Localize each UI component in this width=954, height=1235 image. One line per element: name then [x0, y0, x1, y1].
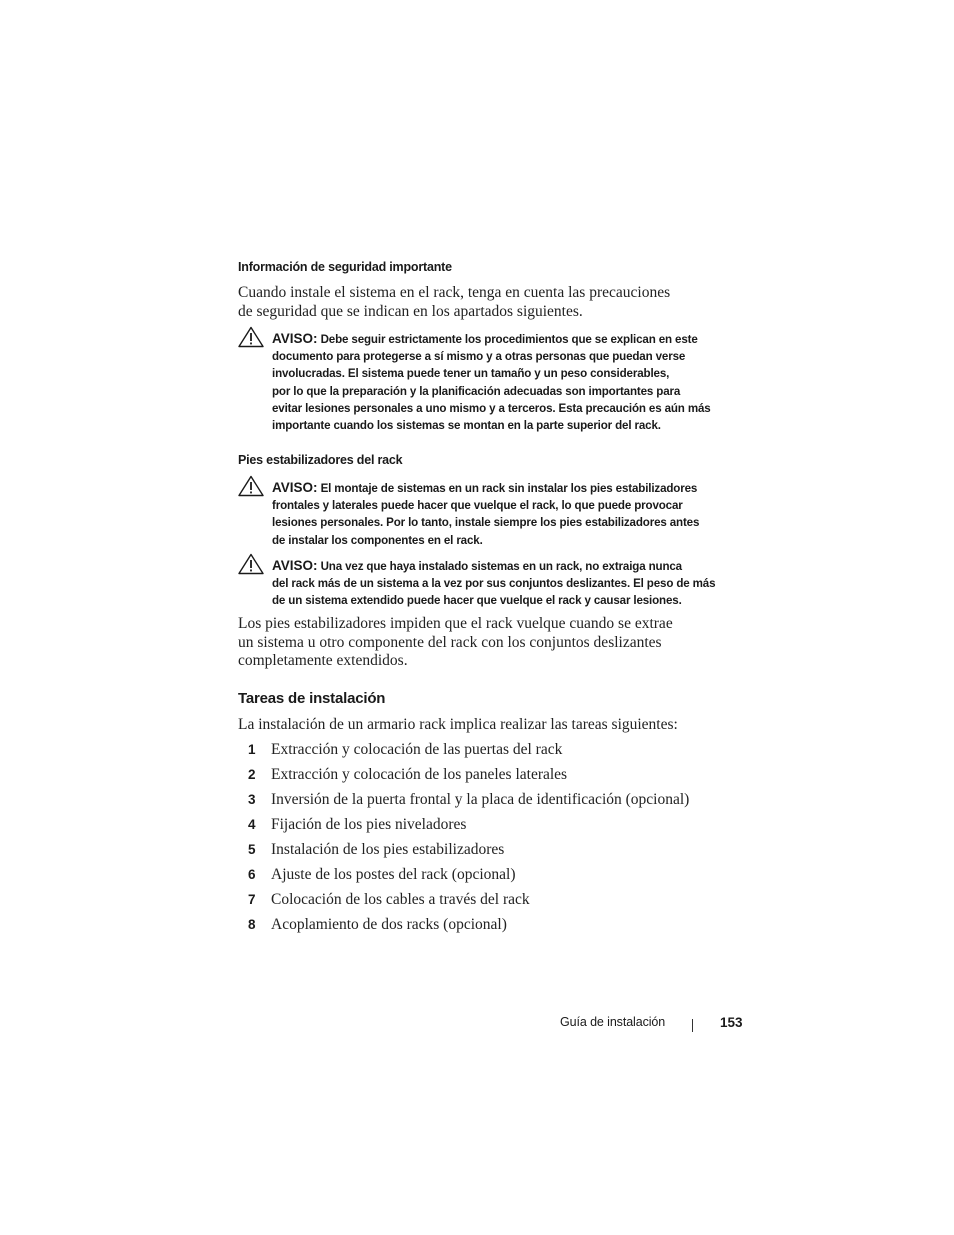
notice-label: AVISO: — [272, 558, 318, 573]
list-item-number: 8 — [248, 917, 256, 932]
safety-heading: Información de seguridad importante — [238, 260, 452, 274]
list-item-text: Extracción y colocación de las puertas del rack — [271, 741, 563, 758]
list-item-number: 7 — [248, 892, 256, 907]
list-item-number: 5 — [248, 842, 256, 857]
notice-line: involucradas. El sistema puede tener un tamaño y un peso considerables, — [272, 367, 670, 381]
notice-line: de instalar los componentes en el rack. — [272, 533, 483, 547]
list-item-number: 3 — [248, 792, 256, 807]
tasks-intro — [238, 716, 758, 735]
warning-triangle-icon — [238, 553, 264, 575]
notice-line: del rack más de un sistema a la vez por sus conjuntos deslizantes. El peso de más — [272, 577, 716, 591]
stabilizer-body — [238, 615, 708, 671]
stabilizer-body-line: Los pies estabilizadores impiden que el rack vuelque cuando se extrae — [238, 615, 673, 632]
notice-label: AVISO: — [272, 480, 318, 495]
list-item-text: Colocación de los cables a través del rack — [271, 891, 530, 908]
notice-line: Debe seguir estrictamente los procedimientos que se explican en este — [317, 333, 698, 346]
notice-text — [272, 330, 742, 434]
notice-line: lesiones personales. Por lo tanto, instale siempre los pies estabilizadores antes — [272, 516, 700, 530]
notice-line: Una vez que haya instalado sistemas en un rack, no extraiga nunca — [317, 560, 682, 573]
notice-line: importante cuando los sistemas se montan en la parte superior del rack. — [272, 419, 661, 433]
list-item-text: Instalación de los pies estabilizadores — [271, 841, 505, 858]
notice-text — [272, 479, 742, 549]
stabilizer-body-line: un sistema u otro componente del rack con los conjuntos deslizantes — [238, 633, 662, 651]
list-item-text: Ajuste de los postes del rack (opcional) — [271, 866, 516, 883]
list-item-number: 4 — [248, 817, 256, 832]
list-item-text: Fijación de los pies niveladores — [271, 816, 467, 833]
list-item-text: Extracción y colocación de los paneles laterales — [271, 766, 568, 783]
safety-intro-line: de seguridad que se indican en los apartados siguientes. — [238, 302, 583, 320]
warning-triangle-icon — [238, 475, 264, 497]
footer-separator — [692, 1019, 693, 1032]
notice-line: frontales y laterales puede hacer que vuelque el rack, lo que puede provocar — [272, 499, 683, 513]
safety-intro — [238, 284, 708, 321]
list-item-number: 1 — [248, 742, 256, 757]
notice-line: de un sistema extendido puede hacer que vuelque el rack y causar lesiones. — [272, 594, 682, 608]
tasks-intro-line: La instalación de un armario rack implica realizar las tareas siguientes: — [238, 716, 678, 733]
footer-title: Guía de instalación — [560, 1015, 666, 1029]
notice-line: por lo que la preparación y la planificación adecuadas son importantes para — [272, 384, 681, 398]
notice-text — [272, 557, 742, 610]
notice-line: documento para protegerse a sí mismo y a otras personas que puedan verse — [272, 350, 686, 364]
page-number: 153 — [720, 1015, 743, 1030]
stabilizer-body-line: completamente extendidos. — [238, 652, 408, 670]
notice-label: AVISO: — [272, 331, 318, 346]
tasks-heading: Tareas de instalación — [238, 690, 386, 707]
list-item-number: 6 — [248, 867, 256, 882]
notice-line: evitar lesiones personales a uno mismo y a terceros. Esta precaución es aún más — [272, 401, 711, 415]
list-item-text: Acoplamiento de dos racks (opcional) — [271, 916, 507, 933]
list-item-text: Inversión de la puerta frontal y la placa de identificación (opcional) — [271, 791, 690, 808]
safety-intro-line: Cuando instale el sistema en el rack, tenga en cuenta las precauciones — [238, 284, 671, 301]
warning-triangle-icon — [238, 326, 264, 348]
notice-line: El montaje de sistemas en un rack sin instalar los pies estabilizadores — [317, 482, 698, 495]
stabilizer-heading: Pies estabilizadores del rack — [238, 453, 403, 467]
list-item-number: 2 — [248, 767, 256, 782]
